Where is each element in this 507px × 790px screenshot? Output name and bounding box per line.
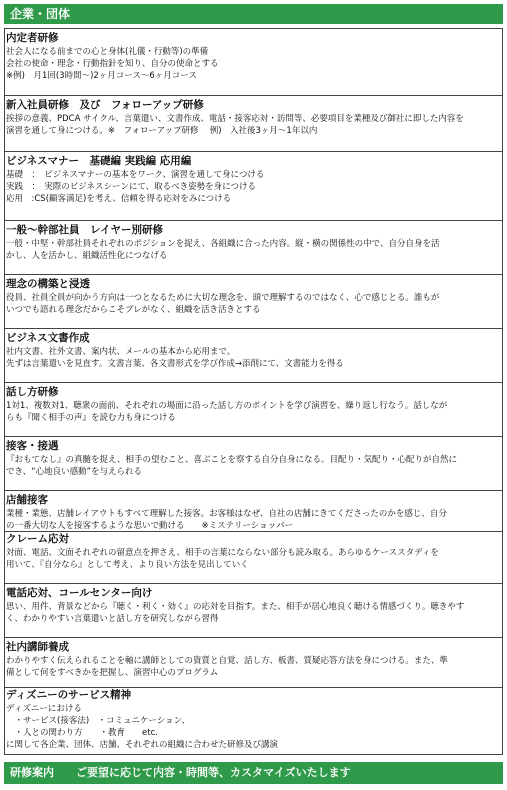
section-shinnyu [6, 99, 501, 137]
section-bunsho [6, 332, 501, 370]
section-divider [5, 436, 502, 437]
section-claim [6, 533, 501, 571]
section-naitei [6, 32, 501, 82]
section-rinen [6, 278, 501, 316]
section-divider [5, 583, 502, 584]
footer-label: 研修案内 [10, 766, 54, 779]
section-tenpo [6, 494, 501, 532]
section-body: 思い、用件、背景などから『聴く・利く・効く』の応対を目指す。また、相手が居心地良く聴ける情感づくり。聴きやす く、わかりやすい言葉遣いと話し方を研究しながら習得 [6, 602, 465, 624]
section-title: 内定者研修 [6, 32, 59, 44]
section-body: 一般・中堅・幹部社員それぞれのポジションを捉え、各組織に合った内容。縦・横の関係性の中で、自分自身を活 かし、人を活かし、組織活性化につなげる [6, 239, 440, 261]
section-body: 社内文書、社外文書、案内状、メールの基本から応用まで。 先ずは言葉遣いを見直す。文書言葉、各文書形式を学び作成→添削にて、文書能力を得る [6, 347, 344, 369]
section-divider [5, 274, 502, 275]
section-body: 挨拶の意義、PDCA サイクル、言葉遣い、文書作成、電話・接客応対・訪問等、必要項目を業種及び御社に即した内容を 演習を通して身につける。※ フォローアップ研修 例) 入社後3ヶ月〜1年以内 [6, 114, 464, 136]
section-divider [5, 637, 502, 638]
section-divider [5, 220, 502, 221]
section-title: 社内講師養成 [6, 641, 69, 653]
section-title: ビジネス文書作成 [6, 332, 90, 344]
section-title: ディズニーのサービス精神 [6, 689, 132, 701]
section-body: 基礎 ： ビジネスマナーの基本をワーク、演習を通して身につける 実践 ： 実際のビジネスシーンにて、取るべき姿勢を身につける 応用 :CS(顧客満足)を考え、信頼を得る応対をみにつける [6, 170, 265, 204]
section-divider [5, 151, 502, 152]
section-body: 『おもてなし』の真髄を捉え、相手の望むこと、喜ぶことを察する自分自身になる。目配り・気配り・心配りが自然に でき、“心地良い感動”を与えられる [6, 455, 458, 477]
section-body: 1対1、複数対1、聴衆の面前、それぞれの場面に沿った話し方のポイントを学び演習を、繰り返し行なう。話しなが らも『聞く相手の声』を読む力も身につける [6, 401, 448, 423]
section-sekkyaku [6, 440, 501, 478]
section-disney [6, 689, 501, 751]
header-bar [4, 4, 503, 24]
section-title: 話し方研修 [6, 386, 59, 398]
section-body: 役員、社員全員が向かう方向は一つとなるために大切な理念を、頭で理解するのではなく、心で感じとる。誰もが いつでも語れる理念だからこそブレがなく、組織を活き活きとする [6, 293, 440, 315]
section-body: 対面、電話、文面それぞれの留意点を押さえ、相手の言葉にならない部分も読み取る。あらゆるケーススタディを 用いて、『自分なら』として考え、より良い方法を見出していく [6, 548, 439, 570]
section-divider [5, 328, 502, 329]
section-title: 電話応対、コールセンター向け [6, 587, 153, 599]
section-layer [6, 224, 501, 262]
section-title: 新入社員研修 及び フォローアップ研修 [6, 99, 204, 111]
section-divider [5, 490, 502, 491]
section-body: 社会人になる前までの心と身体(礼儀・行動等)の準備 会社の使命・理念・行動指針を知り、自分の使命とする ※例) 月1回(3時間〜)2ヶ月コース〜6ヶ月コース [6, 47, 219, 81]
section-title: 接客・接遇 [6, 440, 59, 452]
section-title: ビジネスマナー 基礎編 実践編 応用編 [6, 155, 192, 167]
section-business-manner [6, 155, 501, 205]
section-title: クレーム応対 [6, 533, 69, 545]
header-title: 企業・団体 [10, 7, 71, 21]
section-divider [5, 382, 502, 383]
section-body: ディズニーにおける ・サービス(接客法) ・コミュニケーション、 ・人との関わり方 ・教育 etc. に関して各企業、団体、店舗、それぞれの組織に合わせた研修及び講演 [6, 704, 279, 750]
section-body: わかりやすく伝えられることを軸に講師としての資質と自覚、話し方、板書、質疑応答方法を身につける。また、準 備として何をすべきかを把握し、演習中心のプログラム [6, 656, 448, 678]
footer-bar [4, 762, 503, 784]
section-divider [5, 531, 502, 532]
section-title: 理念の構築と浸透 [6, 278, 90, 290]
section-hanashikata [6, 386, 501, 424]
section-title: 店舗接客 [6, 494, 48, 506]
footer-message: ご要望に応じて内容・時間等、カスタマイズいたします [76, 766, 351, 779]
section-title: 一般〜幹部社員 レイヤー別研修 [6, 224, 163, 236]
section-denwa [6, 587, 501, 625]
section-koushi [6, 641, 501, 679]
section-divider [5, 687, 502, 688]
section-body: 業種・業態、店舗レイアウトもすべて理解した接客。お客様はなぜ、自社の店舗にきてくださったのかを感じ、自分 の一番大切な人を接客するような思いで動ける ※ミステリーショッパー [6, 509, 447, 531]
section-divider [5, 95, 502, 96]
